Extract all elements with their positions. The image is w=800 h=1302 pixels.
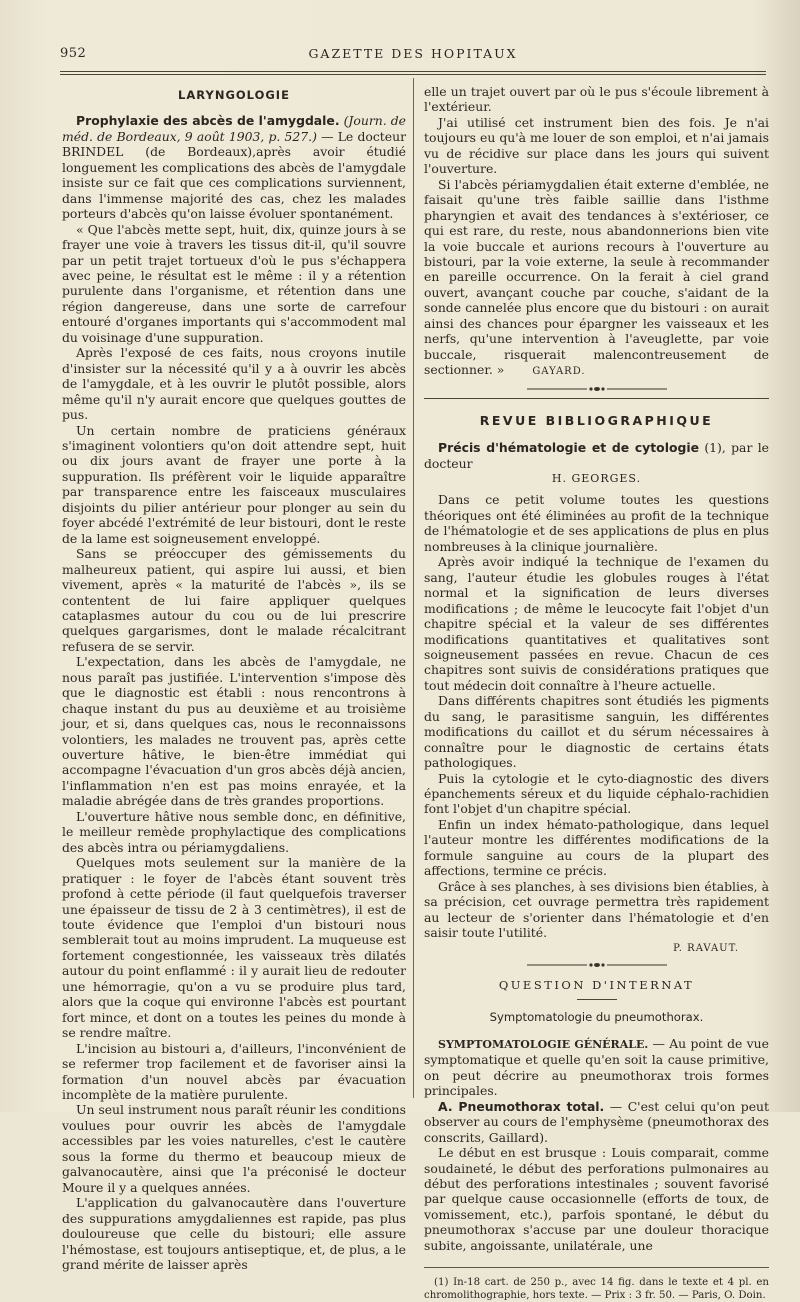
- ornament-divider: [527, 386, 667, 392]
- section-heading-laryngologie: LARYNGOLOGIE: [178, 88, 290, 102]
- q-a-lead: A. Pneumothorax total.: [438, 1098, 605, 1114]
- paragraph: Après l'exposé de ces faits, nous croyons inutile d'insister sur la nécessité qu'il y a à ouvrir les abcès de l'amygdale, et à les ouvrir le plutôt possible, alors même qu'il n'y aurait encore que quelques gouttes de pus.: [62, 345, 406, 423]
- book-title: Précis d'hématologie et de cytologie: [438, 440, 699, 456]
- q-a-text: — C'est celui qu'on peut observer au cours de l'emphysème (pneumothorax des conscrits, Gaillard).: [424, 1098, 769, 1145]
- footnote: (1) In-18 cart. de 250 p., avec 14 fig. dans le texte et 4 pl. en chromolithographie, hors texte. — Prix : 3 fr. 50. — Paris, O. Doin.: [424, 1277, 769, 1302]
- article-title: Prophylaxie des abcès de l'amygdale.: [76, 113, 340, 129]
- q-lead: SYMPTOMATOLOGIE GÉNÉRALE.: [438, 1037, 649, 1051]
- paragraph: « Que l'abcès mette sept, huit, dix, quinze jours à se frayer une voie à travers les tissus dit-il, qu'il souvre par un petit trajet tortueux d'où le pus s'échappera avec peine, le résultat est le même : il y a rétention purulente dans l'organisme, et rétention dans une région dangereuse, dans une sorte de carrefour entouré d'organes importants qui s'accommodent mal du voisinage d'une suppuration.: [62, 221, 406, 345]
- paragraph: Le début en est brusque : Louis comparait, comme soudaineté, le début des perforations pulmonaires au début des perforations intestinales ; souvent favorisé par quelque cause occasionnelle (efforts de toux, de vomissement, etc.), parfois spontané, le début du pneumothorax s'accuse par une douleur thoracique subite, angoissante, unilatérale, une: [424, 1145, 769, 1253]
- paragraph-text: Si l'abcès périamygdalien était externe d'emblée, ne faisait qu'une très faible saillie dans l'isthme pharyngien et avait des tendances à s'extérioser, ce qui est rare, du reste, nous abandonnerions bien vite la voie buccale et aurions recours à l'ouverture au bistouri, par la voie externe, la seule à recommander en pareille occurrence. On la ferait à ciel grand ouvert, avançant couche par couche, s'aidant de la sonde cannelée plus encore que du bistouri : on aurait ainsi des chances pour épargner les vaisseaux et les nerfs, qu'une intervention à l'aveuglette, par voie buccale, risquerait malencontreusement de sectionner. »: [424, 176, 769, 378]
- paragraph: Dans ce petit volume toutes les questions théoriques ont été éliminées au profit de la technique de l'hématologie et de ses applications de plus en plus nombreuses à la clinique journalière.: [424, 492, 769, 554]
- left-column: [62, 84, 406, 1272]
- q-intro: — Au point de vue symptomatique et quelle qu'en soit la cause primitive, on peut décrire au pneumothorax trois formes principales.: [424, 1035, 769, 1099]
- book-note: (1), par le docteur: [424, 440, 769, 471]
- journal-title: GAZETTE DES HOPITAUX: [308, 46, 518, 61]
- book-author: H. GEORGES.: [551, 471, 642, 485]
- right-column: [424, 84, 769, 1302]
- paragraph: Un certain nombre de praticiens généraux s'imaginent volontiers qu'on doit attendre sept, huit ou dix jours avant de frayer une porte à la suppuration. Ils préfèrent voir le liquide apparaître par transparence entre les faisceaux musculaires disjoints du pilier antérieur pour plonger au sein du foyer abcédé l'extrémité de leur bistouri, dont le reste de la lame est soigneusement enveloppé.: [62, 422, 406, 546]
- book-review-lead: [424, 440, 769, 471]
- paragraph: Enfin un index hémato-pathologique, dans lequel l'auteur montre les différentes modifications de la formule sanguine au cours de la plupart des affections, termine ce précis.: [424, 816, 769, 879]
- section-rule: [424, 398, 769, 399]
- article-intro: — Le docteur BRINDEL (de Bordeaux),après avoir étudié longuement les complications des abcès de l'amygdale insiste sur ce fait que ces complications surviennent, dans l'immense majorité des cas, chez les malades porteurs d'abcès qu'on laisse évoluer spontanément.: [62, 128, 406, 222]
- short-rule: [577, 999, 617, 1000]
- paragraph: Quelques mots seulement sur la manière de la pratiquer : le foyer de l'abcès étant souvent très profond à cette période (il faut quelquefois traverser une épaisseur de tissu de 2 à 3 centimètres), il est de toute évidence que l'emploi d'un bistouri nous semblerait tout au moins imprudent. La muqueuse est fortement congestionnée, les vaisseaux très dilatés autour du point enflammé : il y aurait lieu de redouter une hémorragie, qu'on a vu se produire plus tard, alors que la coque qui environne l'abcès est pourtant fort mince, et dont on a toutes les peines du monde à se rendre maître.: [62, 855, 406, 1041]
- signature-gayard: GAYARD.: [532, 366, 586, 378]
- paragraph: L'incision au bistouri a, d'ailleurs, l'inconvénient de se refermer trop facilement et de favoriser ainsi la formation d'un nouvel abcès par évacuation incomplète de la matière purulente.: [62, 1040, 406, 1102]
- page-header: [60, 46, 766, 68]
- page-number: 952: [60, 46, 87, 61]
- paragraph: L'application du galvanocautère dans l'ouverture des suppurations amygdaliennes est rapide, pas plus douloureuse que celle du bistouri; elle assure l'hémostase, est toujours antiseptique, et, de plus, a le grand mérite de laisser après: [62, 1195, 406, 1272]
- paragraph: J'ai utilisé cet instrument bien des fois. Je n'ai toujours eu qu'à me louer de son emploi, et n'ai jamais vu de récidive sur place dans les jours qui suivent l'ouverture.: [424, 114, 769, 177]
- paragraph: Un seul instrument nous paraît réunir les conditions voulues pour ouvrir les abcès de l'amygdale accessibles par les voies naturelles, c'est le cautère sous la forme du thermo et beaucoup mieux de galvanocautère, ainsi que l'a préconisé le docteur Moure il y a quelques années.: [62, 1102, 406, 1195]
- paragraph: Dans différents chapitres sont étudiés les pigments du sang, le parasitisme sanguin, les différentes modifications du caillot et du sérum nécessaires à connaître pour le diagnostic de certains états pathologiques.: [424, 693, 769, 771]
- question-internat-heading: QUESTION D'INTERNAT: [498, 978, 695, 993]
- paragraph: Sans se préoccuper des gémissements du malheureux patient, qui aspire lui aussi, et bien vivement, après « la maturité de l'abcès », ils se contentent de lui faire appliquer quelques cataplasmes autour du cou ou de lui prescrire quelques gargarismes, dont le malade récalcitrant refusera de se servir.: [62, 546, 406, 654]
- paragraph: [424, 1099, 769, 1145]
- question-subtitle: Symptomatologie du pneumothorax.: [489, 1010, 704, 1025]
- signature-ravaut: P. RAVAUT.: [673, 942, 739, 954]
- header-rule: [60, 71, 766, 72]
- paragraph: Grâce à ses planches, à ses divisions bien établies, à sa précision, cet ouvrage permettra très rapidement au lecteur de s'orienter dans l'hématologie et d'en saisir toute l'utilité.: [424, 878, 769, 941]
- article-source: (Journ. de méd. de Bordeaux, 9 août 1903, p. 527.): [62, 113, 406, 144]
- ornament-divider: [527, 962, 667, 968]
- revue-bibliographique-heading: REVUE BIBLIOGRAPHIQUE: [479, 412, 714, 428]
- paragraph: L'ouverture hâtive nous semble donc, en définitive, le meilleur remède prophylactique des complications des abcès intra ou périamygdaliens.: [62, 808, 406, 855]
- paragraph: [424, 1036, 769, 1099]
- header-rule-double: [60, 74, 766, 75]
- footnote-rule: [424, 1267, 769, 1268]
- article-lead: [62, 113, 406, 221]
- paragraph: [424, 177, 769, 380]
- paragraph: L'expectation, dans les abcès de l'amygdale, ne nous paraît pas justifiée. L'intervention s'impose dès que le diagnostic est établi : nous rencontrons à chaque instant du pus au deuxième et au troisième jour, et si, dans quelques cas, nous le reconnaissons volontiers, les malades ne trouvent pas, après cette ouverture hâtive, le bien-être immédiat qui accompagne l'évacuation d'un gros abcès déjà ancien, l'inflammation n'en est pas moins enrayée, et la maladie abrégée dans de très grandes proportions.: [62, 654, 406, 809]
- paragraph: Après avoir indiqué la technique de l'examen du sang, l'auteur étudie les globules rouges à l'état normal et la signification de leurs diverses modifications ; de même le leucocyte fait l'objet d'un chapitre spécial et la valeur de ses différentes modifications quantitatives et qualitatives sont soigneusement passées en revue. Chacun de ces chapitres sont suivis de considérations pratiques que tout médecin doit connaître à l'heure actuelle.: [424, 554, 769, 693]
- paragraph: Puis la cytologie et le cyto-diagnostic des divers épanchements séreux et du liquide céphalo-rachidien font l'objet d'un chapitre spécial.: [424, 770, 769, 817]
- paragraph: elle un trajet ouvert par où le pus s'écoule librement à l'extérieur.: [424, 84, 769, 115]
- column-separator: [413, 78, 414, 1098]
